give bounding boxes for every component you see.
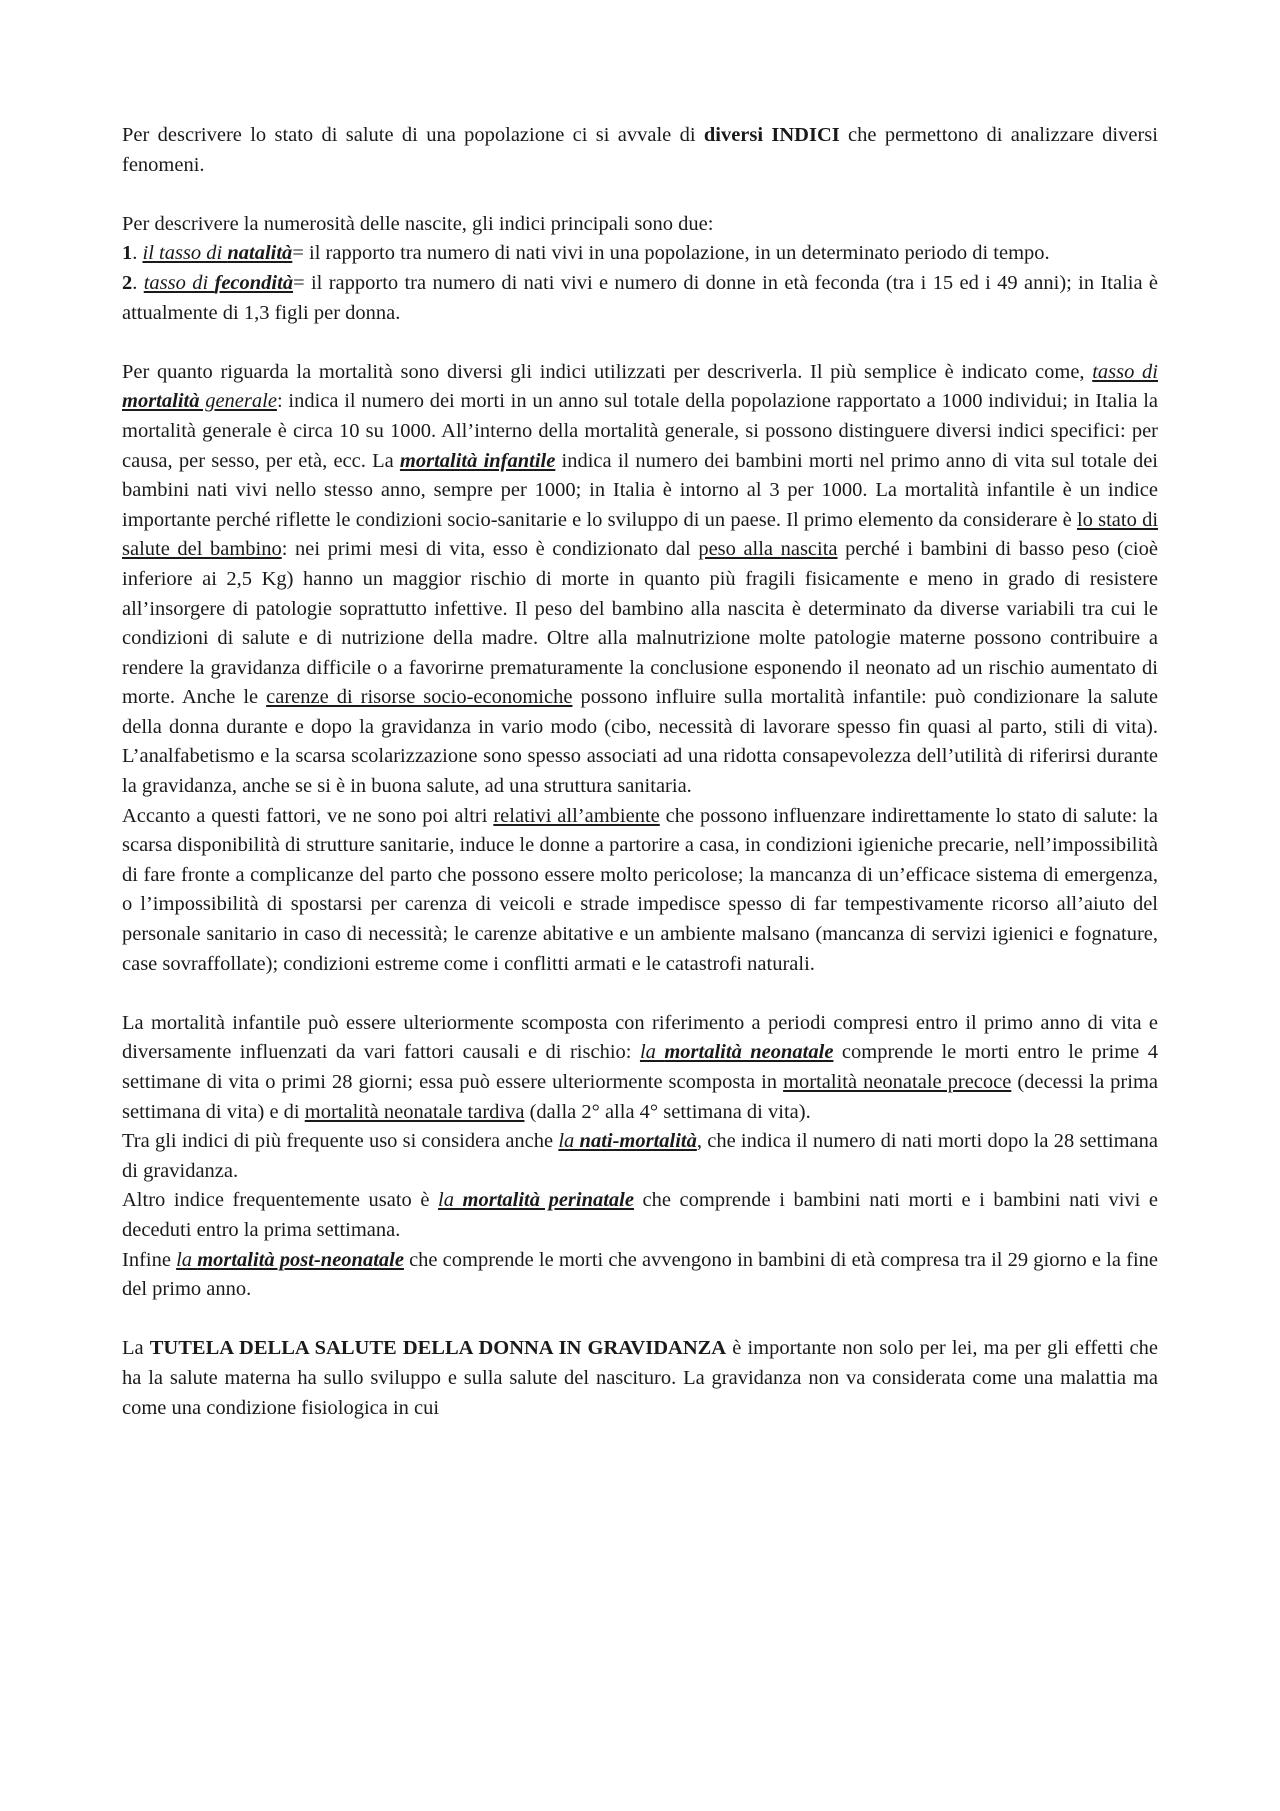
text-run: è importante non solo per lei, ma per gli effetti che ha la salute materna ha sullo sviluppo e sulla salute del nascituro. La gravidanza non va considerata come una malattia ma come una condizione fisiologica in cui bbox=[122, 1337, 1158, 1419]
text-run: . bbox=[132, 242, 143, 265]
text-run: = il rapporto tra numero di nati vivi e numero di donne in età feconda (tra i 15 ed i 49 anni); in Italia è attualmente di 1,3 figli per donna. bbox=[122, 271, 1159, 324]
underlined-text: tasso di bbox=[143, 271, 215, 294]
paragraph bbox=[122, 358, 1158, 802]
paragraph bbox=[122, 239, 1158, 269]
text-run: : nei primi mesi di vita, esso è condizionato dal bbox=[281, 538, 699, 561]
text-run: La mortalità infantile può essere ulteriormente scomposta con riferimento a periodi compresi entro il primo anno di vita e diversamente influenzati da vari fattori causali e di rischio: bbox=[122, 1011, 1158, 1064]
text-run: Per descrivere lo stato di salute di una popolazione ci si avvale di bbox=[122, 124, 704, 146]
underlined-text: la bbox=[176, 1248, 198, 1271]
emphasized-term: mortalità post-neonatale bbox=[197, 1248, 404, 1271]
paragraph bbox=[122, 269, 1158, 328]
paragraph bbox=[122, 1009, 1158, 1127]
text-run: che possono influenzare indirettamente lo stato di salute: la scarsa disponibilità di strutture sanitarie, induce le donne a partorire a casa, in condizioni igieniche precarie, nell’impossibilità di fare fronte a complicanze del parto che possono essere molto pericolose; la mancanza di un’efficace sistema di emergenza, o l’impossibilità di spostarsi per carenza di veicoli e strade impedisce spesso di far tempestivamente ricorso all’aiuto del personale sanitario in caso di necessità; le carenze abitative e un ambiente malsano (mancanza di servizi igienici e fognature, case sovraffollate); condizioni estreme come i conflitti armati e le catastrofi naturali. bbox=[122, 804, 1159, 975]
text-run: che comprende le morti che avvengono in bambini di età compresa tra il 29 giorno e la fine del primo anno. bbox=[122, 1248, 1158, 1301]
emphasized-term: diversi INDICI bbox=[703, 124, 840, 146]
text-run: Accanto a questi fattori, ve ne sono poi altri bbox=[122, 804, 494, 827]
emphasized-term: fecondità bbox=[214, 271, 294, 294]
emphasized-term: mortalità infantile bbox=[399, 449, 556, 472]
paragraph-gap bbox=[122, 180, 1158, 210]
text-run: Altro indice frequentemente usato è bbox=[122, 1189, 439, 1212]
document-body bbox=[122, 121, 1158, 1423]
text-run: indica il numero dei bambini morti nel primo anno di vita sul totale dei bambini nati vivi nello stesso anno, sempre per 1000; in Italia è intorno al 3 per 1000. La mortalità infantile è un indice importante perché riflette le condizioni socio-sanitarie e lo sviluppo di un paese. Il primo elemento da considerare è bbox=[122, 449, 1158, 531]
emphasized-term: 1 bbox=[122, 242, 133, 265]
text-run: comprende le morti entro le prime 4 settimane di vita o primi 28 giorni; essa può essere ulteriormente scomposta in bbox=[122, 1041, 1158, 1093]
underlined-text: tasso di bbox=[1092, 360, 1158, 383]
underlined-text: generale bbox=[199, 390, 277, 413]
text-run: che permettono di analizzare diversi fenomeni. bbox=[122, 124, 1158, 176]
text-run: , che indica il numero di nati morti dopo la 28 settimana di gravidanza. bbox=[122, 1130, 1158, 1182]
underlined-text: mortalità neonatale precoce bbox=[783, 1071, 1012, 1093]
text-run: . bbox=[132, 271, 144, 294]
paragraph bbox=[122, 1127, 1158, 1186]
emphasized-term: mortalità bbox=[122, 390, 200, 413]
text-run: Infine bbox=[122, 1248, 177, 1271]
paragraph-gap bbox=[122, 979, 1158, 1009]
underlined-text: relativi all’ambiente bbox=[493, 804, 660, 827]
underlined-text: carenze di risorse socio-economiche bbox=[266, 686, 573, 709]
paragraph bbox=[122, 1246, 1158, 1305]
text-run: Per quanto riguarda la mortalità sono diversi gli indici utilizzati per descriverla. Il più semplice è indicato come, bbox=[122, 360, 1093, 383]
paragraph bbox=[122, 1186, 1158, 1245]
text-run: perché i bambini di basso peso (cioè inferiore ai 2,5 Kg) hanno un maggior rischio di morte in quanto più fragili fisicamente e meno in grado di resistere all’insorgere di patologie soprattutto infettive. Il peso del bambino alla nascita è determinato da diverse variabili tra cui le condizioni di salute e di nutrizione della madre. Oltre alla malnutrizione molte patologie materne possono contribuire a rendere la gravidanza difficile o a favorirne prematuramente la conclusione esponendo il neonato ad un rischio aumentato di morte. Anche le bbox=[122, 538, 1158, 709]
emphasized-term: 2 bbox=[122, 271, 133, 294]
emphasized-term: TUTELA DELLA SALUTE DELLA DONNA IN GRAVIDANZA bbox=[149, 1337, 727, 1360]
text-run: che comprende i bambini nati morti e i bambini nati vivi e deceduti entro la prima settimana. bbox=[122, 1189, 1158, 1241]
paragraph-gap bbox=[122, 1305, 1158, 1335]
paragraph bbox=[122, 210, 1158, 240]
paragraph bbox=[122, 121, 1158, 180]
underlined-text: la bbox=[639, 1041, 665, 1064]
underlined-text: la bbox=[558, 1130, 580, 1153]
emphasized-term: mortalità neonatale bbox=[664, 1041, 834, 1064]
underlined-text: la bbox=[438, 1189, 463, 1212]
underlined-text: mortalità neonatale tardiva bbox=[304, 1100, 525, 1123]
text-run: : indica il numero dei morti in un anno sul totale della popolazione rapportato a 1000 individui; in Italia la mortalità generale è circa 10 su 1000. All’interno della mortalità generale, si possono distinguere diversi indici specifici: per causa, per sesso, per età, ecc. La bbox=[122, 390, 1158, 472]
text-run: (decessi la prima settimana di vita) e di bbox=[122, 1071, 1159, 1123]
text-run: possono influire sulla mortalità infantile: può condizionare la salute della donna durante e dopo la gravidanza in vario modo (cibo, necessità di lavorare spesso fin quasi al parto, stili di vita). L’analfabetismo e la scarsa scolarizzazione sono spesso associati ad una ridotta consapevolezza dell’utilità di riferirsi durante la gravidanza, anche se si è in buona salute, ad una struttura sanitaria. bbox=[122, 686, 1158, 798]
text-run: Tra gli indici di più frequente uso si considera anche bbox=[122, 1130, 559, 1153]
emphasized-term: nati-mortalità bbox=[579, 1130, 697, 1153]
underlined-text: lo stato di salute del bambino bbox=[122, 508, 1159, 561]
underlined-text: il tasso di bbox=[142, 242, 228, 265]
emphasized-term: natalità bbox=[227, 242, 293, 265]
text-run: (dalla 2° alla 4° settimana di vita). bbox=[524, 1100, 811, 1123]
text-run: La bbox=[122, 1337, 150, 1360]
paragraph bbox=[122, 802, 1158, 980]
text-run: = il rapporto tra numero di nati vivi in una popolazione, in un determinato periodo di tempo. bbox=[292, 242, 1050, 265]
paragraph bbox=[122, 1334, 1158, 1423]
underlined-text: peso alla nascita bbox=[698, 538, 838, 561]
text-run: Per descrivere la numerosità delle nascite, gli indici principali sono due: bbox=[122, 212, 714, 235]
emphasized-term: mortalità perinatale bbox=[462, 1189, 634, 1212]
paragraph-gap bbox=[122, 328, 1158, 358]
